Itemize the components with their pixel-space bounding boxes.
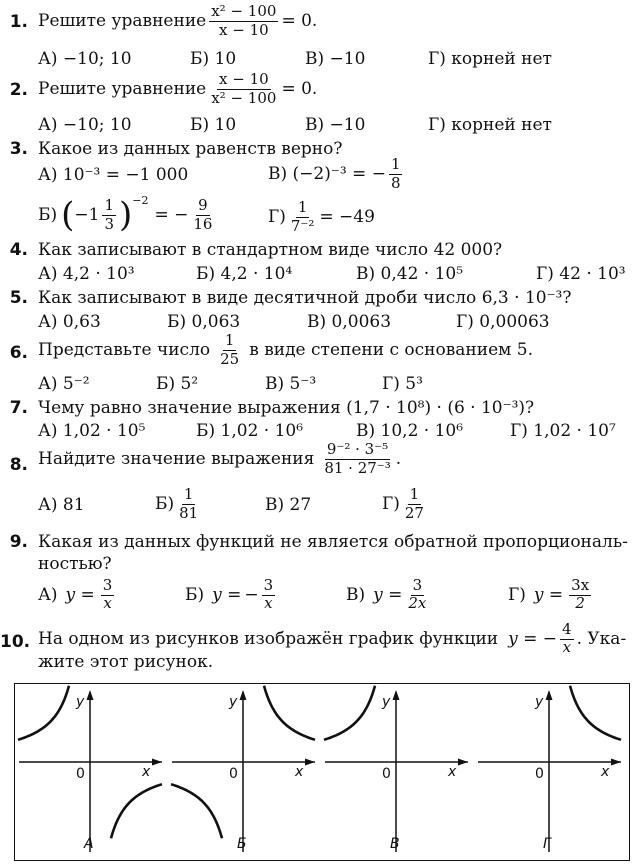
q2-answer-v[interactable]: В) −10 xyxy=(305,115,366,135)
graph-3-y-label: y xyxy=(535,694,544,710)
q6-answer-b[interactable]: Б) 5² xyxy=(156,374,199,394)
q3-answer-v[interactable]: В) (−2)⁻³ = − $\frac{1}{8}$ xyxy=(268,155,401,192)
graph-3-caption: Г xyxy=(543,836,551,852)
q6-number: 6. xyxy=(9,343,28,363)
graph-3-branch-right xyxy=(570,686,621,740)
graph-0-x-arrow xyxy=(152,759,162,766)
graph-2-x-label: x xyxy=(448,764,457,780)
graph-1-x-arrow xyxy=(305,759,315,766)
q1-answer-v[interactable]: В) −10 xyxy=(305,49,366,69)
q1-fraction: $\frac{\text{x² − 100}}{x - 10}$ xyxy=(211,2,277,39)
q1-text: Решите уравнение $\frac{\text{x² − 100}}{x - 10}$ = 0. xyxy=(38,2,318,39)
q6-answer-g[interactable]: Г) 5³ xyxy=(382,374,423,394)
graph-3-x-arrow xyxy=(611,759,621,766)
q4-text: Как записывают в стандартном виде число 42 000? xyxy=(38,240,503,260)
graph-0-x-label: x xyxy=(142,764,151,780)
q2-answer-b[interactable]: Б) 10 xyxy=(190,115,237,135)
q10-text-line2: жите этот рисунок. xyxy=(38,652,214,672)
q4-answer-a[interactable]: А) 4,2 · 10³ xyxy=(38,264,135,284)
graph-1-origin: 0 xyxy=(229,766,238,782)
q8-answer-b[interactable]: Б) 1 81 xyxy=(155,485,199,522)
q5-answer-b[interactable]: Б) 0,063 xyxy=(167,312,241,332)
graph-1-branch-left xyxy=(171,784,222,838)
q9-answer-a[interactable]: А) y = 3 x xyxy=(38,576,113,612)
q3-text: Какое из данных равенств верно? xyxy=(38,139,343,159)
q1-number: 1. xyxy=(9,12,28,32)
graph-1-x-label: x xyxy=(295,764,304,780)
q3-answer-b[interactable]: Б) ( −1 1 3 ) $^{-2}$ = − $\frac{9}{16}$ xyxy=(38,194,213,236)
q9-number: 9. xyxy=(9,532,28,552)
graph-2-origin: 0 xyxy=(382,766,391,782)
graph-3-origin: 0 xyxy=(535,766,544,782)
q5-answer-a[interactable]: А) 0,63 xyxy=(38,312,101,332)
q10-number: 10. xyxy=(0,632,31,652)
q9-answer-v[interactable]: В) y = 3 2x xyxy=(346,576,427,612)
q9-text-line2: ностью? xyxy=(38,554,112,574)
graph-0-origin: 0 xyxy=(76,766,85,782)
q5-answer-g[interactable]: Г) 0,00063 xyxy=(456,312,550,332)
graph-0-branch-left xyxy=(18,686,69,740)
q5-answer-v[interactable]: В) 0,0063 xyxy=(307,312,392,332)
q8-answer-g[interactable]: Г) 1 27 xyxy=(382,485,424,522)
q7-text: Чему равно значение выражения (1,7 · 10⁸) · (6 · 10⁻³)? xyxy=(38,398,535,418)
q4-answer-g[interactable]: Г) 42 · 10³ xyxy=(536,264,626,284)
q6-text: Представьте число 1 25 в виде степени с основанием 5. xyxy=(38,331,533,368)
q8-text: Найдите значение выражения 9⁻² · 3⁻⁵ 81 · 27⁻³ . xyxy=(38,440,402,477)
q2-answer-g[interactable]: Г) корней нет xyxy=(428,115,552,135)
q4-number: 4. xyxy=(9,240,28,260)
q1-answer-b[interactable]: Б) 10 xyxy=(190,49,237,69)
graph-3-x-label: x xyxy=(601,764,610,780)
graphs-panel xyxy=(14,683,630,861)
graph-2-branch-left xyxy=(324,686,375,740)
graph-1-y-label: y xyxy=(229,694,238,710)
q3-answer-g[interactable]: Г) $\frac{1}{\text{7⁻²}}$ = −49 xyxy=(268,198,375,235)
q1-answer-g[interactable]: Г) корней нет xyxy=(428,49,552,69)
q8-answer-a[interactable]: А) 81 xyxy=(38,495,85,515)
graph-1-branch-right xyxy=(264,686,315,740)
graph-0-caption: А xyxy=(84,836,94,852)
q6-answer-v[interactable]: В) 5⁻³ xyxy=(265,374,317,394)
q1-answer-a[interactable]: А) −10; 10 xyxy=(38,49,132,69)
graph-1-y-arrow xyxy=(240,690,247,700)
q8-number: 8. xyxy=(9,455,28,475)
q2-answer-a[interactable]: А) −10; 10 xyxy=(38,115,132,135)
q7-number: 7. xyxy=(9,398,28,418)
q5-number: 5. xyxy=(9,288,28,308)
graph-2-x-arrow xyxy=(458,759,468,766)
q9-text-line1: Какая из данных функций не является обратной пропорциональ- xyxy=(38,532,628,552)
q4-answer-v[interactable]: В) 0,42 · 10⁵ xyxy=(356,264,464,284)
graph-1-caption: Б xyxy=(237,836,247,852)
graphs-svg xyxy=(15,684,628,859)
q3-number: 3. xyxy=(9,139,28,159)
q2-text: Решите уравнение $\frac{x - 10}{\text{x² − 100}}$ = 0. xyxy=(38,70,318,107)
q3-answer-a[interactable]: А) 10⁻³ = −1 000 xyxy=(38,165,189,185)
q7-answer-a[interactable]: А) 1,02 · 10⁵ xyxy=(38,421,146,441)
q10-text-line1: На одном из рисунков изображён график функции y = − $\frac{4}{x}$ . Ука- xyxy=(38,620,627,656)
q9-answer-g[interactable]: Г) y = 3x 2 xyxy=(508,576,590,612)
q9-answer-b[interactable]: Б) y = − $\frac{3}{x}$ xyxy=(185,576,274,612)
q2-number: 2. xyxy=(9,80,28,100)
q8-answer-v[interactable]: В) 27 xyxy=(265,495,312,515)
q4-answer-b[interactable]: Б) 4,2 · 10⁴ xyxy=(196,264,293,284)
q2-fraction: $\frac{x - 10}{\text{x² − 100}}$ xyxy=(211,70,277,107)
q7-answer-g[interactable]: Г) 1,02 · 10⁷ xyxy=(510,421,616,441)
graph-3-y-arrow xyxy=(546,690,553,700)
q7-answer-v[interactable]: В) 10,2 · 10⁶ xyxy=(356,421,464,441)
graph-2-y-label: y xyxy=(382,694,391,710)
graph-2-y-arrow xyxy=(393,690,400,700)
graph-0-y-label: y xyxy=(76,694,85,710)
graph-0-y-arrow xyxy=(87,690,94,700)
graph-2-caption: В xyxy=(390,836,400,852)
q6-answer-a[interactable]: А) 5⁻² xyxy=(38,374,90,394)
q7-answer-b[interactable]: Б) 1,02 · 10⁶ xyxy=(196,421,304,441)
q5-text: Как записывают в виде десятичной дроби число 6,3 · 10⁻³? xyxy=(38,288,572,308)
graph-0-branch-right xyxy=(111,784,162,838)
